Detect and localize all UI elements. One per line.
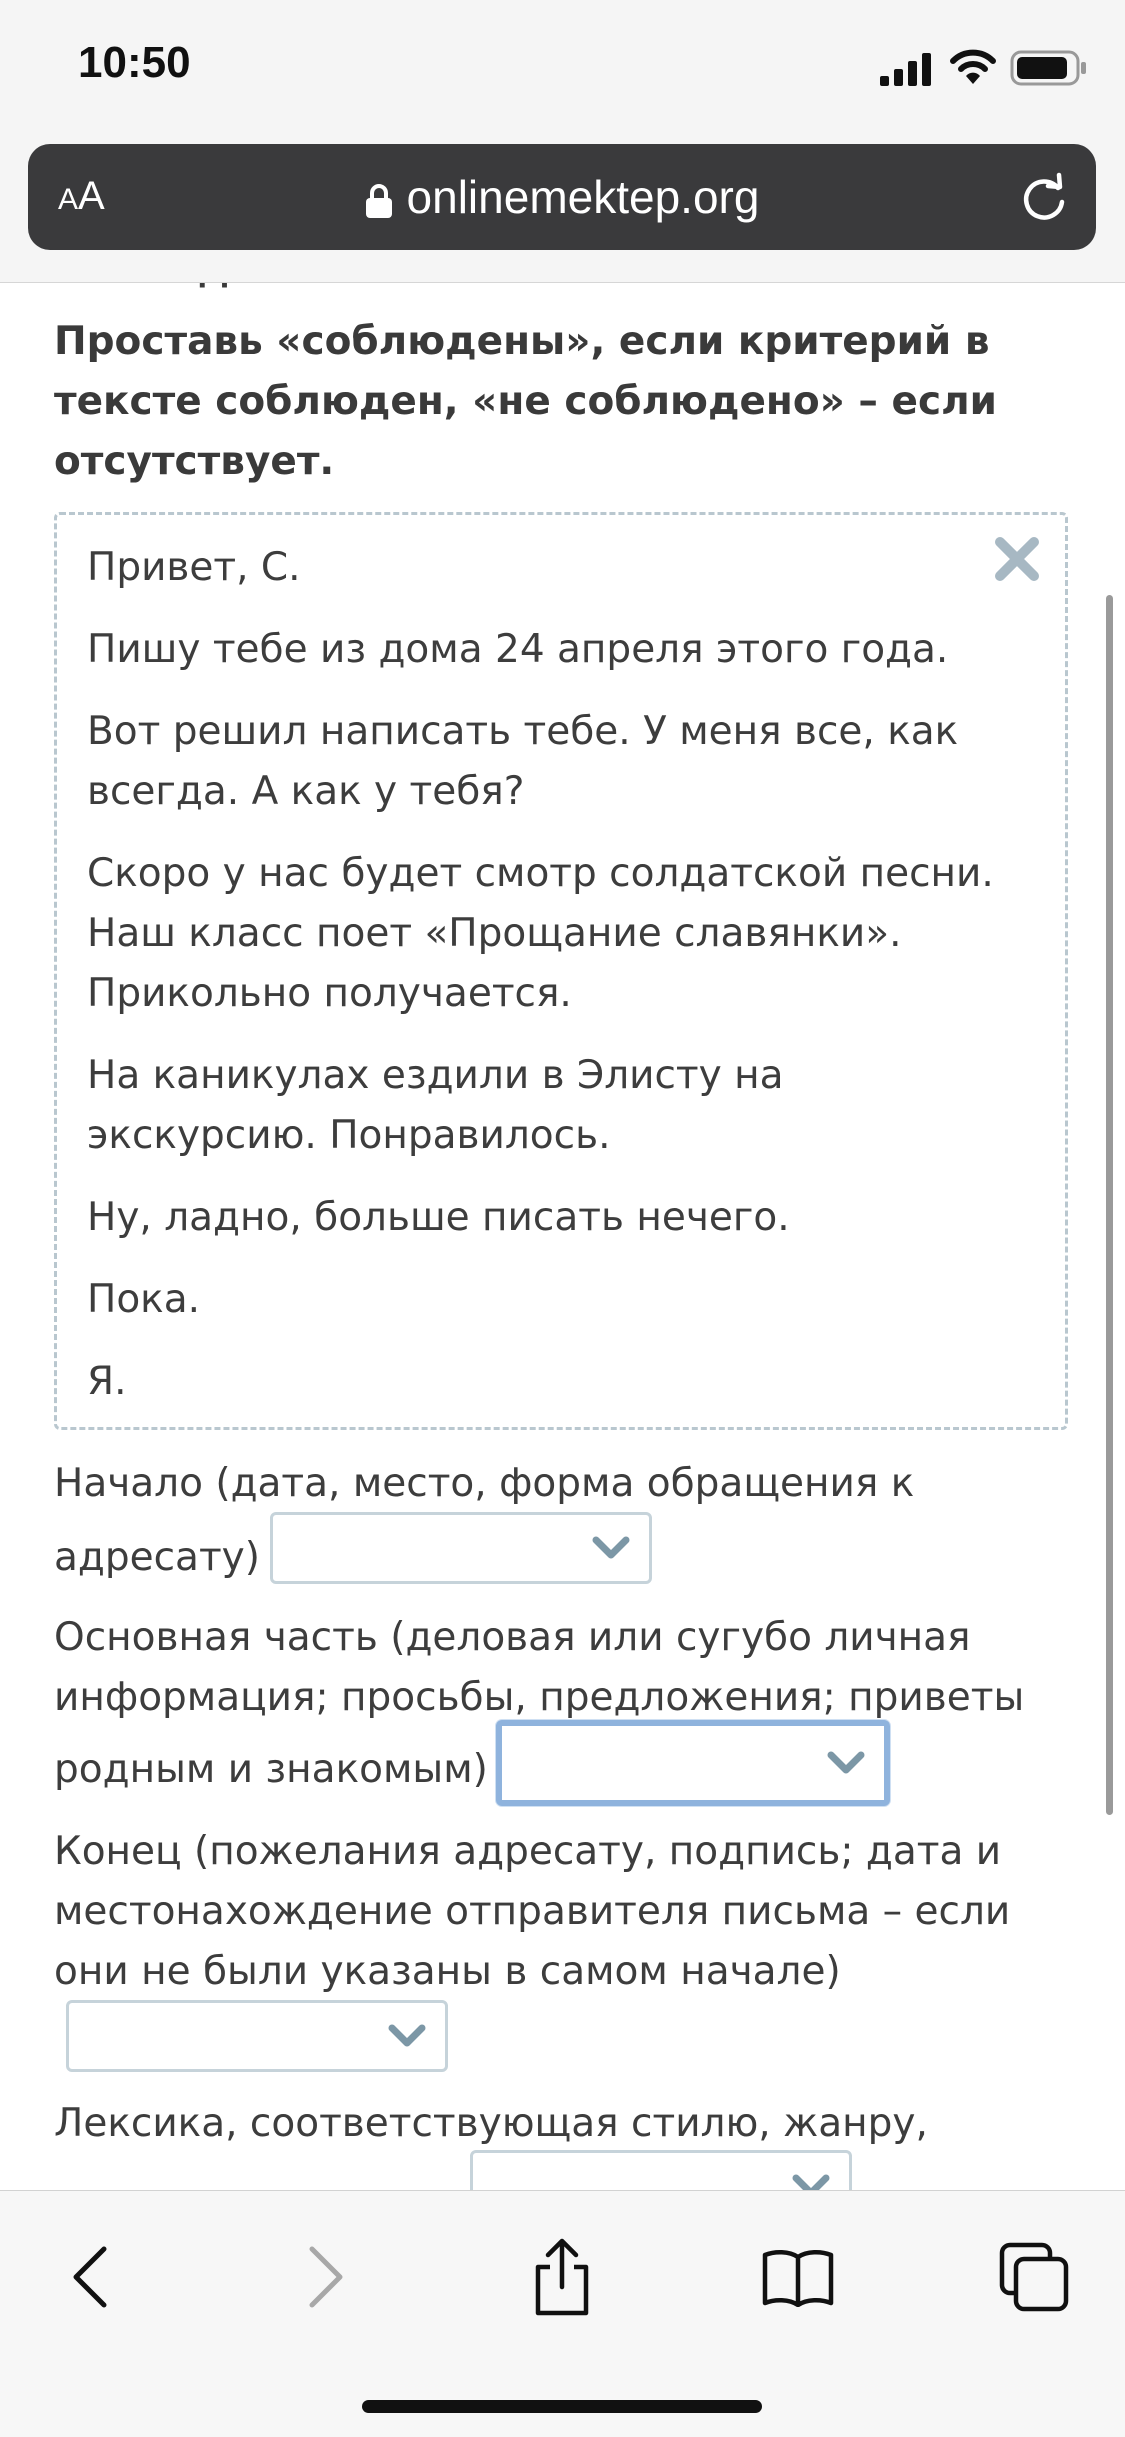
cellular-signal-icon — [880, 52, 932, 86]
text-size-label: AA — [58, 174, 105, 218]
letter-line: всегда. А как у тебя? — [87, 769, 525, 814]
home-indicator[interactable] — [362, 2400, 762, 2413]
criterion-label: местонахождение отправителя письма – если — [54, 1889, 1011, 1934]
share-button[interactable] — [522, 2237, 602, 2317]
criterion-label: они не были указаны в самом начале) — [54, 1949, 841, 1994]
status-bar — [0, 0, 1125, 140]
address-bar[interactable] — [28, 144, 1096, 250]
instruction-line: Проставь «соблюдены», если критерий в — [54, 319, 990, 364]
lock-icon — [365, 182, 393, 220]
scrollbar-thumb[interactable] — [1106, 595, 1113, 1815]
url-text: onlinemektep.org — [406, 171, 760, 223]
criterion-label: Конец (пожелания адресату, подпись; дата и — [54, 1829, 1002, 1874]
instruction-line: отсутствует. — [54, 439, 335, 484]
chevron-down-icon — [826, 1750, 866, 1776]
letter-line: экскурсию. Понравилось. — [87, 1113, 611, 1158]
letter-line: Пишу тебе из дома 24 апреля этого года. — [87, 627, 949, 672]
chevron-left-icon — [68, 2245, 112, 2309]
back-button[interactable] — [50, 2237, 130, 2317]
bookmarks-button[interactable] — [758, 2237, 838, 2317]
letter-line: Пока. — [87, 1277, 201, 1322]
criterion-label: Основная часть (деловая или сугубо личная — [54, 1615, 971, 1660]
instruction-line: тексте соблюден, «не соблюдено» – если — [54, 379, 997, 424]
criterion-label: Начало (дата, место, форма обращения к — [54, 1461, 915, 1506]
wifi-icon — [950, 48, 996, 86]
criterion-label: адресату) — [54, 1535, 260, 1580]
criterion-2-select[interactable] — [496, 1720, 890, 1806]
letter-line: Наш класс поет «Прощание славянки». — [87, 911, 902, 956]
criterion-4-select[interactable] — [470, 2150, 852, 2190]
criterion-3-select[interactable] — [66, 2000, 448, 2072]
criterion-label: родным и знакомым) — [54, 1747, 488, 1792]
chevron-down-icon — [591, 1535, 631, 1561]
chevron-right-icon — [304, 2245, 348, 2309]
letter-line: Прикольно получается. — [87, 971, 572, 1016]
tabs-button[interactable] — [994, 2237, 1074, 2317]
book-icon — [761, 2247, 835, 2307]
letter-line: На каникулах ездили в Элисту на — [87, 1053, 784, 1098]
letter-line: Ну, ладно, больше писать нечего. — [87, 1195, 790, 1240]
status-time: 10:50 — [78, 38, 191, 87]
url-field[interactable] — [28, 170, 1096, 224]
letter-line: Я. — [87, 1359, 127, 1404]
criterion-label: Лексика, соответствующая стилю, жанру, — [54, 2101, 928, 2146]
share-icon — [530, 2237, 594, 2317]
letter-text-box — [54, 512, 1068, 1430]
letter-line: Привет, С. — [87, 545, 301, 590]
tabs-icon — [998, 2241, 1070, 2313]
reload-icon[interactable] — [1018, 172, 1070, 224]
letter-line: Скоро у нас будет смотр солдатской песни. — [87, 851, 994, 896]
browser-address-area — [0, 140, 1125, 283]
criterion-1-select[interactable] — [270, 1512, 652, 1584]
chevron-down-icon — [387, 2023, 427, 2049]
letter-line: Вот решил написать тебе. У меня все, как — [87, 709, 959, 754]
battery-icon — [1010, 50, 1088, 86]
chevron-down-icon — [791, 2173, 831, 2190]
criterion-label: информация; просьбы, предложения; приветы — [54, 1675, 1025, 1720]
forward-button[interactable] — [286, 2237, 366, 2317]
